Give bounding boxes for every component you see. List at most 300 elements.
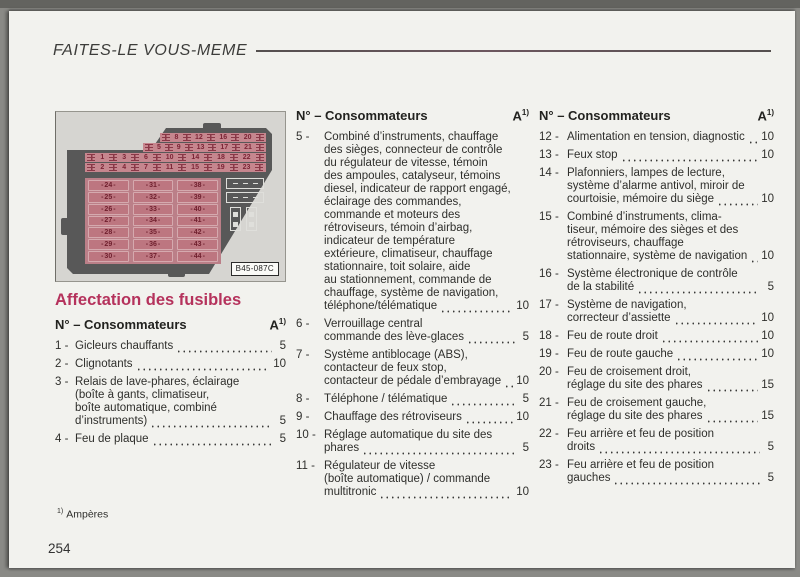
item-number: 4 -	[55, 433, 69, 446]
fuse-symbol-icon	[153, 154, 161, 161]
item-amperage: 5	[279, 415, 286, 428]
dot-leader	[450, 402, 515, 406]
fuse-symbol-icon	[255, 164, 263, 171]
item-text: commande des lève-glaces	[324, 331, 464, 344]
item-number: 8 -	[296, 393, 310, 406]
fuse-symbol-icon	[178, 164, 186, 171]
item-text: droits	[567, 441, 596, 454]
fuse-list-item	[296, 131, 529, 313]
large-fuse-slot: - 26 -	[88, 204, 129, 215]
fuse-list-item	[539, 211, 774, 263]
item-amperage: 10	[761, 149, 774, 162]
item-text-block	[567, 459, 774, 485]
large-fuse-slot: - 37 -	[133, 251, 174, 262]
item-text-block	[567, 397, 774, 423]
fuse-symbol-icon	[232, 144, 240, 151]
fuse-symbol-icon	[230, 154, 238, 161]
dot-leader	[750, 259, 758, 263]
item-line: Relais de lave-phares, éclairage	[75, 376, 240, 389]
small-fuse-row	[143, 143, 266, 152]
item-text: Feux stop	[567, 149, 618, 162]
item-text: réglage du site des phares	[567, 379, 703, 392]
dot-leader	[467, 340, 515, 344]
item-amperage: 10	[761, 330, 774, 343]
item-text: Feu de route gauche	[567, 348, 674, 361]
column-left	[55, 108, 286, 504]
large-fuse-slot: - 42 -	[177, 227, 218, 238]
column-header-amperes: $A^{1)}$	[269, 317, 286, 333]
fuse-symbol-icon	[131, 164, 139, 171]
item-line	[75, 415, 286, 428]
fuse-number: 21	[244, 144, 252, 151]
item-line	[75, 433, 286, 446]
fuse-list-item	[539, 459, 774, 485]
item-text-block	[75, 358, 286, 371]
large-fuse-slot: - 31 -	[133, 180, 174, 191]
fuse-number: 7	[144, 164, 148, 171]
item-number: 1 -	[55, 340, 69, 353]
item-text: stationnaire, système de navigation	[567, 250, 748, 263]
connector-bar-icon	[226, 192, 264, 203]
item-text-block	[324, 318, 529, 344]
fuse-symbol-icon	[183, 134, 191, 141]
footnote-text: Ampères	[66, 508, 109, 521]
fuse-number: 2	[100, 164, 105, 171]
item-number: 16 -	[539, 268, 559, 281]
item-text-block	[567, 348, 774, 361]
column-header-consumers: N° – Consommateurs	[55, 317, 187, 333]
item-line: stationnaire, toit solaire, aide	[324, 261, 471, 274]
header-rule	[256, 50, 771, 52]
item-line	[324, 442, 529, 455]
column-header-amperes: $A^{1)}$	[757, 108, 774, 124]
fuse-symbol-icon	[109, 154, 117, 161]
item-amperage: 10	[516, 375, 529, 388]
item-line: (boîte automatique) / commande	[324, 473, 491, 486]
item-text-block	[567, 428, 774, 454]
item-amperage: 10	[516, 300, 529, 313]
item-amperage: 10	[516, 486, 529, 499]
dot-leader	[674, 321, 759, 325]
item-text: téléphone/télématique	[324, 300, 438, 313]
fuse-symbol-icon	[131, 154, 139, 161]
fuse-symbol-icon	[207, 134, 215, 141]
fuse-symbol-icon	[256, 154, 264, 161]
item-text: correcteur d’assiette	[567, 312, 671, 325]
item-text: multitronic	[324, 486, 377, 499]
fuse-number: 15	[191, 164, 199, 171]
fuse-list-item	[539, 366, 774, 392]
fuse-number: 4	[122, 164, 127, 171]
fuse-list-item	[539, 268, 774, 294]
item-line	[324, 300, 529, 313]
fuse-list	[296, 131, 529, 499]
item-line: chauffage, système de navigation,	[324, 287, 499, 300]
item-text: réglage du site des phares	[567, 410, 703, 423]
dot-leader	[706, 419, 759, 423]
diagram-code-label: B45-087C	[231, 262, 279, 276]
item-line: tiseur, mémoire des sièges et des	[567, 224, 739, 237]
page-number: 254	[48, 541, 71, 556]
item-text-block	[324, 393, 529, 406]
item-amperage: 5	[767, 281, 774, 294]
item-line: Feu arrière et feu de position	[567, 428, 715, 441]
item-text-block	[324, 411, 529, 424]
item-amperage: 10	[761, 348, 774, 361]
item-text: phares	[324, 442, 360, 455]
item-text: Chauffage des rétroviseurs	[324, 411, 462, 424]
large-fuse-slot: - 30 -	[88, 251, 129, 262]
large-fuse-slot: - 29 -	[88, 239, 129, 250]
item-amperage: 15	[761, 379, 774, 392]
small-fuse-row	[85, 163, 266, 172]
dot-leader	[661, 339, 758, 343]
item-number: 11 -	[296, 460, 315, 473]
large-fuse-slot: - 44 -	[177, 251, 218, 262]
item-line: boîte automatique, combiné	[75, 402, 217, 415]
large-fuse-slot: - 43 -	[177, 239, 218, 250]
item-line: Système de navigation,	[567, 299, 687, 312]
fuse-list-item	[296, 393, 529, 406]
fuse-number: 20	[243, 134, 252, 141]
item-line: Feu arrière et feu de position	[567, 459, 715, 472]
fuse-number: 19	[216, 164, 225, 171]
item-line	[75, 358, 286, 371]
amperes-footnote	[57, 508, 108, 521]
fuse-list-item	[539, 330, 774, 343]
dot-leader	[362, 451, 515, 455]
item-line: Combiné d’instruments, clima-	[567, 211, 722, 224]
small-fuse-row	[160, 133, 266, 142]
item-text-block	[75, 433, 286, 446]
item-line	[567, 379, 774, 392]
item-line	[567, 348, 774, 361]
fuse-list-item	[55, 340, 286, 353]
large-fuse-slot: - 41 -	[177, 216, 218, 227]
fuse-number: 23	[242, 164, 251, 171]
item-text-block	[567, 366, 774, 392]
item-number: 9 -	[296, 411, 310, 424]
item-line	[324, 331, 529, 344]
item-amperage: 5	[767, 472, 774, 485]
item-line	[324, 411, 529, 424]
fuse-number: 10	[165, 154, 174, 161]
item-text: d’instruments)	[75, 415, 148, 428]
relay-connector-art	[226, 178, 268, 232]
item-line: Plafonniers, lampes de lecture,	[567, 167, 725, 180]
item-line	[567, 131, 774, 144]
fuse-number: 18	[217, 154, 225, 161]
connector-strip-icon	[246, 207, 257, 231]
fuse-list-item	[55, 358, 286, 371]
fuse-symbol-icon	[178, 154, 186, 161]
fuse-symbol-icon	[165, 144, 173, 151]
dot-leader	[379, 495, 513, 499]
dot-leader	[136, 367, 271, 371]
item-amperage: 10	[761, 131, 774, 144]
fuse-number: 12	[194, 134, 203, 141]
item-number: 18 -	[539, 330, 559, 343]
item-amperage: 5	[522, 393, 529, 406]
item-amperage: 5	[522, 331, 529, 344]
item-text-block	[75, 340, 286, 353]
connector-strip-icon	[230, 207, 241, 231]
item-text-block	[567, 330, 774, 343]
item-text-block	[324, 460, 529, 499]
item-line	[324, 486, 529, 499]
item-line: Système électronique de contrôle	[567, 268, 738, 281]
item-text: gauches	[567, 472, 611, 485]
item-line	[567, 281, 774, 294]
item-number: 2 -	[55, 358, 69, 371]
item-text-block	[567, 268, 774, 294]
fuse-list-item	[539, 397, 774, 423]
item-line	[567, 193, 774, 206]
item-line: commande et moteurs des	[324, 209, 461, 222]
fuse-number: 16	[219, 134, 228, 141]
fuse-box-diagram	[55, 111, 286, 282]
dot-leader	[150, 424, 272, 428]
fuse-list-item	[539, 167, 774, 206]
item-number: 14 -	[539, 167, 559, 180]
item-line: indicateur de température	[324, 235, 456, 248]
item-text-block	[567, 211, 774, 263]
item-text: Alimentation en tension, diagnostic	[567, 131, 745, 144]
item-amperage: 15	[761, 410, 774, 423]
item-amperage: 5	[522, 442, 529, 455]
item-line: rétroviseurs, chauffage	[567, 237, 684, 250]
fuse-list-item	[55, 376, 286, 428]
item-text-block	[567, 149, 774, 162]
item-line: (boîte à gants, climatiseur,	[75, 389, 210, 402]
item-line: des sièges, connecteur de contrôle	[324, 144, 503, 157]
item-text-block	[567, 131, 774, 144]
item-number: 6 -	[296, 318, 310, 331]
page-header	[53, 42, 771, 60]
item-number: 21 -	[539, 397, 559, 410]
column-header-consumers: N° – Consommateurs	[539, 108, 671, 124]
dot-leader	[152, 442, 272, 446]
fuse-list-item	[539, 149, 774, 162]
item-number: 19 -	[539, 348, 559, 361]
item-line: système d’alarme antivol, miroir de	[567, 180, 745, 193]
dot-leader	[676, 357, 758, 361]
dot-leader	[637, 290, 760, 294]
large-fuse-grid	[85, 178, 221, 264]
item-line: Verrouillage central	[324, 318, 423, 331]
fuse-symbol-icon	[87, 164, 95, 171]
item-number: 3 -	[55, 376, 69, 389]
item-line: Feu de croisement gauche,	[567, 397, 707, 410]
large-fuse-slot: - 38 -	[177, 180, 218, 191]
item-line: contacteur de feux stop,	[324, 362, 447, 375]
dot-leader	[440, 309, 513, 313]
item-amperage: 10	[761, 250, 774, 263]
item-line: éclairage des commandes,	[324, 196, 462, 209]
fuse-list-item	[539, 428, 774, 454]
fuse-symbol-icon	[87, 154, 95, 161]
column-right	[539, 108, 774, 504]
item-number: 12 -	[539, 131, 559, 144]
fuse-list-item	[296, 349, 529, 388]
item-text-block	[324, 429, 529, 455]
item-line: Combiné d’instruments, chauffage	[324, 131, 499, 144]
fuse-symbol-icon	[204, 164, 212, 171]
item-line: du régulateur de vitesse, témoin	[324, 157, 488, 170]
fuse-number: 5	[156, 144, 161, 151]
fuse-symbol-icon	[185, 144, 193, 151]
fuse-list-item	[296, 411, 529, 424]
dot-leader	[613, 481, 760, 485]
fuse-number: 3	[122, 154, 127, 161]
fuse-list-item	[539, 299, 774, 325]
item-number: 20 -	[539, 366, 559, 379]
column-header-amperes: $A^{1)}$	[512, 108, 529, 124]
fuse-symbol-icon	[230, 164, 238, 171]
small-fuse-row	[85, 153, 266, 162]
item-text: de la stabilité	[567, 281, 635, 294]
item-text: Feu de route droit	[567, 330, 658, 343]
fuse-symbol-icon	[109, 164, 117, 171]
item-line: Régulateur de vitesse	[324, 460, 436, 473]
item-number: 7 -	[296, 349, 310, 362]
list-column-header	[55, 317, 286, 332]
fuse-list	[539, 131, 774, 485]
dot-leader	[621, 158, 759, 162]
item-line: extérieure, climatiseur, chauffage	[324, 248, 493, 261]
item-number: 13 -	[539, 149, 559, 162]
fuse-symbol-icon	[231, 134, 239, 141]
large-fuse-slot: - 33 -	[133, 204, 174, 215]
fuse-number: 17	[220, 144, 229, 151]
fuse-list	[55, 340, 286, 446]
fuse-list-item	[539, 348, 774, 361]
item-text-block	[567, 299, 774, 325]
footnote-marker: 1)	[57, 508, 64, 515]
dot-leader	[598, 450, 760, 454]
fuse-symbol-icon	[256, 144, 264, 151]
item-line	[324, 375, 529, 388]
item-line	[567, 472, 774, 485]
fuse-number: 1	[100, 154, 105, 161]
dot-leader	[504, 384, 513, 388]
fuse-list-item	[296, 460, 529, 499]
dot-leader	[176, 349, 272, 353]
fuse-number: 22	[242, 154, 251, 161]
fuse-symbol-icon	[153, 164, 161, 171]
item-number: 17 -	[539, 299, 559, 312]
large-fuse-slot: - 32 -	[133, 192, 174, 203]
large-fuse-slot: - 34 -	[133, 216, 174, 227]
item-text: Gicleurs chauffants	[75, 340, 174, 353]
item-number: 15 -	[539, 211, 559, 224]
large-fuse-slot: - 39 -	[177, 192, 218, 203]
fuse-symbol-icon	[208, 144, 216, 151]
fuse-symbol-icon	[204, 154, 212, 161]
item-line	[75, 340, 286, 353]
item-text: Téléphone / télématique	[324, 393, 448, 406]
item-line: Réglage automatique du site des	[324, 429, 493, 442]
fuse-number: 6	[143, 154, 148, 161]
item-line	[324, 393, 529, 406]
item-text: contacteur de pédale d’embrayage	[324, 375, 502, 388]
large-fuse-slot: - 27 -	[88, 216, 129, 227]
item-number: 22 -	[539, 428, 559, 441]
dot-leader	[706, 388, 759, 392]
fuse-list-item	[539, 131, 774, 144]
item-amperage: 5	[279, 340, 286, 353]
item-amperage: 10	[761, 312, 774, 325]
item-line	[567, 330, 774, 343]
large-fuse-slot: - 25 -	[88, 192, 129, 203]
fuse-number: 8	[174, 134, 179, 141]
item-line: Système antiblocage (ABS),	[324, 349, 468, 362]
fuse-number: 9	[176, 144, 181, 151]
item-text: Clignotants	[75, 358, 133, 371]
fuse-list-item	[296, 318, 529, 344]
column-middle	[296, 108, 529, 504]
large-fuse-slot: - 24 -	[88, 180, 129, 191]
item-line: rétroviseurs, témoin d’airbag,	[324, 222, 473, 235]
connector-bar-icon	[226, 178, 264, 189]
item-line: diesel, indicateur de rapport engagé,	[324, 183, 511, 196]
item-amperage: 10	[761, 193, 774, 206]
fuse-symbol-icon	[162, 134, 170, 141]
list-column-header	[539, 108, 774, 123]
large-fuse-slot: - 36 -	[133, 239, 174, 250]
item-line	[567, 250, 774, 263]
item-number: 5 -	[296, 131, 310, 144]
item-amperage: 5	[767, 441, 774, 454]
item-line	[567, 312, 774, 325]
item-line	[567, 441, 774, 454]
section-heading: Affectation des fusibles	[55, 291, 242, 309]
fuse-number: 11	[165, 164, 174, 171]
item-line: des ampoules, catalyseur, témoins	[324, 170, 501, 183]
fuse-list-item	[55, 433, 286, 446]
list-column-header	[296, 108, 529, 123]
item-line	[567, 410, 774, 423]
page-content	[55, 108, 775, 504]
item-line	[567, 149, 774, 162]
item-amperage: 10	[273, 358, 286, 371]
item-line: Feu de croisement droit,	[567, 366, 692, 379]
fuse-symbol-icon	[256, 134, 264, 141]
item-number: 23 -	[539, 459, 559, 472]
dot-leader	[748, 140, 758, 144]
item-amperage: 10	[516, 411, 529, 424]
item-number: 10 -	[296, 429, 316, 442]
large-fuse-slot: - 35 -	[133, 227, 174, 238]
item-text-block	[75, 376, 286, 428]
scanned-manual-page	[9, 11, 795, 568]
fuse-list-item	[296, 429, 529, 455]
column-header-consumers: N° – Consommateurs	[296, 108, 428, 124]
fuse-number: 13	[196, 144, 205, 151]
item-text-block	[324, 131, 529, 313]
item-text: courtoisie, mémoire du siège	[567, 193, 715, 206]
fuse-number: 14	[191, 154, 200, 161]
fuse-symbol-icon	[145, 144, 153, 151]
dot-leader	[465, 420, 513, 424]
large-fuse-slot: - 40 -	[177, 204, 218, 215]
item-line: au stationnement, commande de	[324, 274, 492, 287]
page-header-title: FAITES-LE VOUS-MEME	[53, 42, 248, 59]
item-amperage: 5	[279, 433, 286, 446]
dot-leader	[717, 202, 758, 206]
item-text-block	[567, 167, 774, 206]
item-text-block	[324, 349, 529, 388]
